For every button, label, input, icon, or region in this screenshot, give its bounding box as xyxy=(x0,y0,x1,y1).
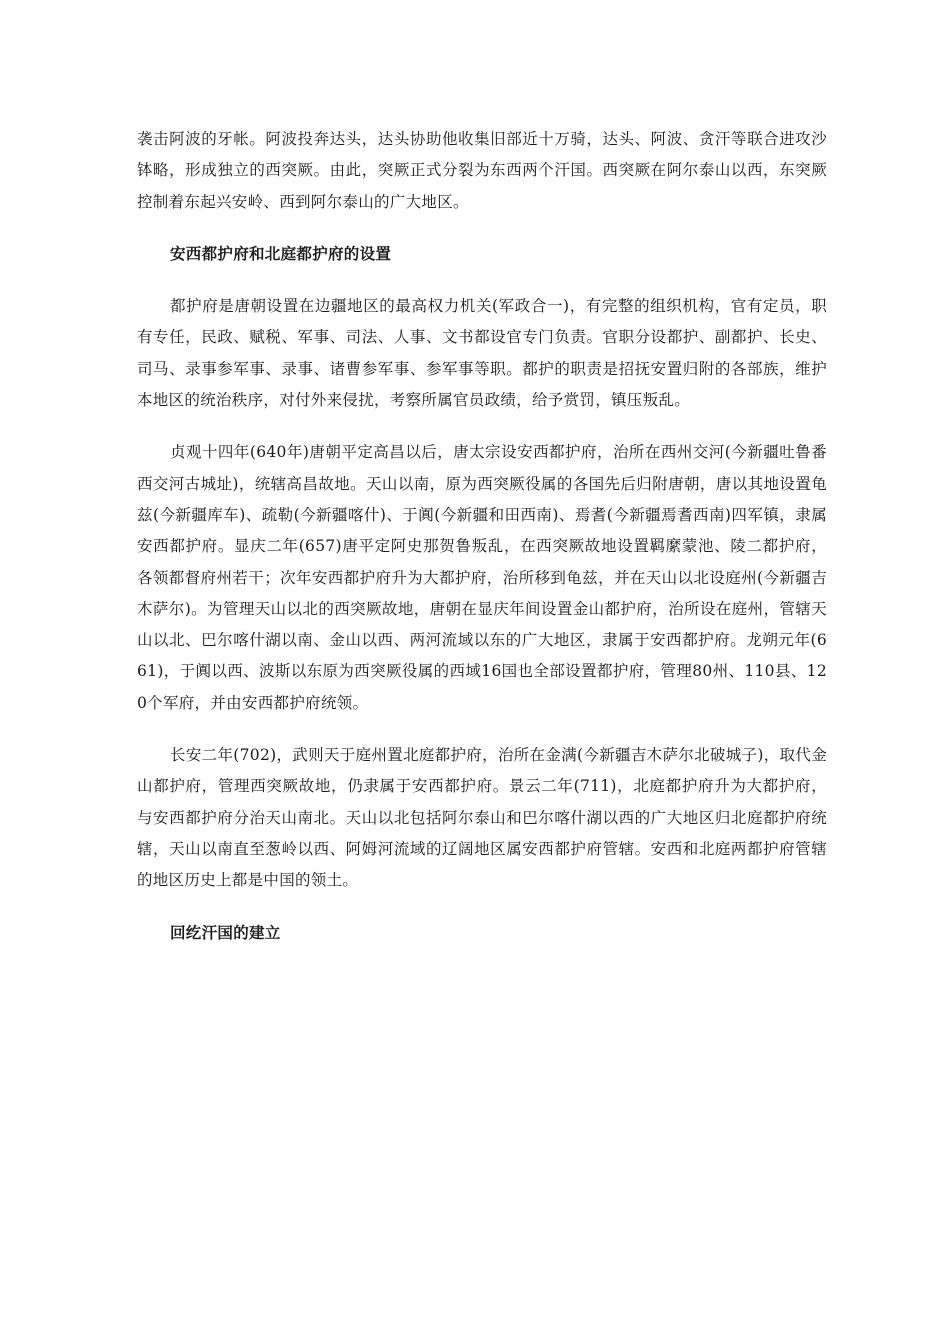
section-heading-protectorates: 安西都护府和北庭都护府的设置 xyxy=(170,244,392,263)
paragraph-anxi-protectorate: 贞观十四年(640年)唐朝平定高昌以后，唐太宗设安西都护府，治所在西州交河(今新疆吐鲁番西交河古城址)，统辖高昌故地。天山以南，原为西突厥役属的各国先后归附唐朝，唐以其地设置龟兹(今新疆库车)、疏勒(今新疆喀什)、于阗(今新疆和田西南)、焉耆(今新疆焉耆西南)四军镇，隶属安西都护府。显庆二年(657)唐平定阿史那贺鲁叛乱，在西突厥故地设置羁縻蒙池、陵二都护府，各领都督府州若干；次年安西都护府升为大都护府，治所移到龟兹，并在天山以北设庭州(今新疆吉木萨尔)。为管理天山以北的西突厥故地，唐朝在显庆年间设置金山都护府，治所设在庭州，管辖天山以北、巴尔喀什湖以南、金山以西、两河流域以东的广大地区，隶属于安西都护府。龙朔元年(661)，于阗以西、波斯以东原为西突厥役属的西域16国也全部设置都护府，管理80州、110县、120个军府，并由安西都护府统领。 xyxy=(137,443,827,712)
paragraph-beiting-protectorate: 长安二年(702)，武则天于庭州置北庭都护府，治所在金满(今新疆吉木萨尔北破城子)，取代金山都护府，管理西突厥故地，仍隶属于安西都护府。景云二年(711)，北庭都护府升为大都护府，与安西都护府分治天山南北。天山以北包括阿尔泰山和巴尔喀什湖以西的广大地区归北庭都护府统辖，天山以南直至葱岭以西、阿姆河流域的辽阔地区属安西都护府管辖。安西和北庭两都护府管辖的地区历史上都是中国的领土。 xyxy=(137,746,827,890)
document-body xyxy=(137,124,827,949)
paragraph-intro: 袭击阿波的牙帐。阿波投奔达头，达头协助他收集旧部近十万骑，达头、阿波、贪汗等联合进攻沙钵略，形成独立的西突厥。由此，突厥正式分裂为东西两个汗国。西突厥在阿尔泰山以西，东突厥控制着东起兴安岭、西到阿尔泰山的广大地区。 xyxy=(137,130,827,211)
paragraph-protectorate-definition: 都护府是唐朝设置在边疆地区的最高权力机关(军政合一)，有完整的组织机构，官有定员，职有专任，民政、赋税、军事、司法、人事、文书都设官专门负责。官职分设都护、副都护、长史、司马、录事参军事、录事、诸曹参军事、参军事等职。都护的职责是招抚安置归附的各部族，维护本地区的统治秩序，对付外来侵扰，考察所属官员政绩，给予赏罚，镇压叛乱。 xyxy=(137,297,827,410)
section-heading-uyghur-khaganate: 回纥汗国的建立 xyxy=(170,923,281,942)
